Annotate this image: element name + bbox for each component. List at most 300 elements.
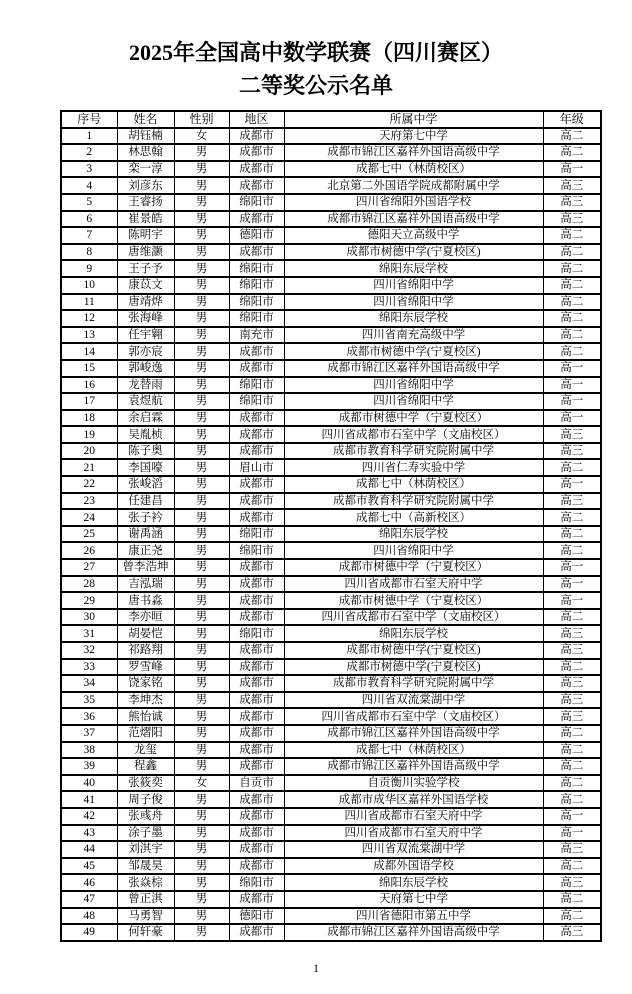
cell-gender: 男: [174, 908, 229, 925]
cell-seq: 7: [61, 227, 117, 244]
cell-seq: 16: [61, 377, 117, 394]
table-row: [61, 194, 601, 211]
table-row: [61, 526, 601, 543]
cell-region: 成都市: [229, 675, 284, 692]
table-row: [61, 227, 601, 244]
cell-gender: 男: [174, 211, 229, 228]
cell-name: 张焱棕: [117, 874, 174, 891]
cell-gender: 男: [174, 161, 229, 178]
cell-seq: 24: [61, 509, 117, 526]
cell-school: 绵阳东辰学校: [284, 260, 543, 277]
cell-gender: 男: [174, 144, 229, 161]
cell-gender: 男: [174, 891, 229, 908]
table-row: [61, 559, 601, 576]
cell-region: 南充市: [229, 327, 284, 344]
cell-grade: 高二: [543, 227, 601, 244]
table-row: [61, 377, 601, 394]
cell-school: 四川省成都市石室中学（文庙校区）: [284, 609, 543, 626]
cell-region: 成都市: [229, 924, 284, 941]
cell-region: 成都市: [229, 244, 284, 261]
cell-seq: 39: [61, 758, 117, 775]
table-row: [61, 874, 601, 891]
table-row: [61, 808, 601, 825]
cell-name: 张彧舟: [117, 808, 174, 825]
cell-gender: 男: [174, 509, 229, 526]
table-row: [61, 360, 601, 377]
table-row: [61, 128, 601, 145]
cell-name: 郭峻逸: [117, 360, 174, 377]
cell-gender: 男: [174, 625, 229, 642]
table-row: [61, 825, 601, 842]
cell-name: 张筱奕: [117, 775, 174, 792]
table-row: [61, 609, 601, 626]
cell-name: 任宇翱: [117, 327, 174, 344]
cell-name: 李坤杰: [117, 692, 174, 709]
cell-school: 天府第七中学: [284, 128, 543, 145]
cell-gender: 男: [174, 194, 229, 211]
cell-name: 祁路翔: [117, 642, 174, 659]
cell-seq: 20: [61, 443, 117, 460]
cell-seq: 9: [61, 260, 117, 277]
cell-region: 眉山市: [229, 459, 284, 476]
cell-name: 涂子墨: [117, 825, 174, 842]
cell-gender: 男: [174, 692, 229, 709]
cell-region: 绵阳市: [229, 294, 284, 311]
cell-grade: 高一: [543, 393, 601, 410]
cell-name: 曾李浩坤: [117, 559, 174, 576]
cell-grade: 高二: [543, 277, 601, 294]
cell-seq: 25: [61, 526, 117, 543]
cell-gender: 男: [174, 609, 229, 626]
cell-seq: 5: [61, 194, 117, 211]
cell-gender: 男: [174, 659, 229, 676]
cell-grade: 高二: [543, 260, 601, 277]
cell-grade: 高二: [543, 526, 601, 543]
cell-grade: 高一: [543, 377, 601, 394]
column-header-name: 姓名: [117, 111, 174, 128]
cell-region: 成都市: [229, 708, 284, 725]
cell-seq: 29: [61, 592, 117, 609]
cell-gender: 男: [174, 410, 229, 427]
table-row: [61, 310, 601, 327]
cell-grade: 高二: [543, 891, 601, 908]
cell-region: 成都市: [229, 725, 284, 742]
cell-gender: 男: [174, 874, 229, 891]
cell-school: 北京第二外国语学院成都附属中学: [284, 177, 543, 194]
cell-name: 邹晟昊: [117, 858, 174, 875]
cell-seq: 10: [61, 277, 117, 294]
cell-seq: 1: [61, 128, 117, 145]
cell-school: 四川省绵阳外国语学校: [284, 194, 543, 211]
cell-gender: 男: [174, 576, 229, 593]
cell-grade: 高一: [543, 825, 601, 842]
cell-seq: 37: [61, 725, 117, 742]
cell-grade: 高三: [543, 426, 601, 443]
cell-name: 李国嚎: [117, 459, 174, 476]
cell-region: 成都市: [229, 144, 284, 161]
cell-school: 成都市树德中学(宁夏校区): [284, 244, 543, 261]
cell-school: 四川省绵阳中学: [284, 294, 543, 311]
cell-region: 成都市: [229, 858, 284, 875]
document-title: [0, 0, 632, 108]
cell-grade: 高三: [543, 625, 601, 642]
cell-gender: 男: [174, 459, 229, 476]
cell-grade: 高一: [543, 559, 601, 576]
cell-gender: 男: [174, 725, 229, 742]
cell-school: 天府第七中学: [284, 891, 543, 908]
table-row: [61, 277, 601, 294]
cell-name: 周子俊: [117, 791, 174, 808]
cell-seq: 13: [61, 327, 117, 344]
cell-name: 王睿扬: [117, 194, 174, 211]
cell-gender: 男: [174, 426, 229, 443]
cell-gender: 男: [174, 841, 229, 858]
cell-school: 四川省成都市石室天府中学: [284, 825, 543, 842]
cell-school: 成都市树德中学（宁夏校区）: [284, 410, 543, 427]
cell-school: 四川省成都市石室中学（文庙校区）: [284, 426, 543, 443]
table-row: [61, 161, 601, 178]
cell-seq: 43: [61, 825, 117, 842]
cell-grade: 高二: [543, 294, 601, 311]
cell-grade: 高三: [543, 841, 601, 858]
table-row: [61, 675, 601, 692]
cell-gender: 男: [174, 260, 229, 277]
cell-region: 成都市: [229, 410, 284, 427]
cell-school: 四川省绵阳中学: [284, 393, 543, 410]
page-number: 1: [313, 961, 319, 975]
cell-region: 绵阳市: [229, 377, 284, 394]
cell-region: 成都市: [229, 360, 284, 377]
cell-gender: 男: [174, 393, 229, 410]
cell-region: 成都市: [229, 476, 284, 493]
cell-gender: 男: [174, 542, 229, 559]
cell-name: 康苡文: [117, 277, 174, 294]
cell-seq: 22: [61, 476, 117, 493]
cell-school: 绵阳东辰学校: [284, 526, 543, 543]
table-row: [61, 144, 601, 161]
cell-school: 四川省成都市石室中学（文庙校区）: [284, 708, 543, 725]
cell-school: 绵阳东辰学校: [284, 310, 543, 327]
cell-school: 成都外国语学校: [284, 858, 543, 875]
cell-grade: 高三: [543, 194, 601, 211]
table-row: [61, 742, 601, 759]
cell-region: 德阳市: [229, 908, 284, 925]
cell-region: 成都市: [229, 742, 284, 759]
cell-region: 成都市: [229, 559, 284, 576]
cell-grade: 高二: [543, 908, 601, 925]
cell-grade: 高三: [543, 177, 601, 194]
table-row: [61, 841, 601, 858]
cell-region: 绵阳市: [229, 310, 284, 327]
cell-grade: 高二: [543, 128, 601, 145]
cell-name: 胡晏恺: [117, 625, 174, 642]
cell-region: 成都市: [229, 161, 284, 178]
table-row: [61, 592, 601, 609]
cell-grade: 高三: [543, 675, 601, 692]
table-row: [61, 642, 601, 659]
cell-name: 刘彦东: [117, 177, 174, 194]
cell-seq: 36: [61, 708, 117, 725]
cell-gender: 男: [174, 825, 229, 842]
cell-name: 张峻滔: [117, 476, 174, 493]
table-row: [61, 708, 601, 725]
cell-name: 刘淇宇: [117, 841, 174, 858]
cell-grade: 高二: [543, 742, 601, 759]
cell-seq: 41: [61, 791, 117, 808]
cell-grade: 高一: [543, 410, 601, 427]
cell-name: 崔景皓: [117, 211, 174, 228]
cell-grade: 高三: [543, 874, 601, 891]
table-row: [61, 244, 601, 261]
cell-region: 成都市: [229, 443, 284, 460]
cell-grade: 高三: [543, 443, 601, 460]
cell-school: 四川省仁寿实验中学: [284, 459, 543, 476]
cell-name: 唐维灏: [117, 244, 174, 261]
cell-name: 袁煜航: [117, 393, 174, 410]
cell-region: 成都市: [229, 692, 284, 709]
cell-school: 成都市锦江区嘉祥外国语高级中学: [284, 211, 543, 228]
cell-seq: 32: [61, 642, 117, 659]
table-row: [61, 908, 601, 925]
cell-gender: 男: [174, 526, 229, 543]
table-row: [61, 509, 601, 526]
cell-region: 成都市: [229, 128, 284, 145]
cell-school: 成都市锦江区嘉祥外国语高级中学: [284, 924, 543, 941]
cell-seq: 42: [61, 808, 117, 825]
cell-gender: 男: [174, 177, 229, 194]
cell-region: 成都市: [229, 758, 284, 775]
cell-name: 陈子奥: [117, 443, 174, 460]
cell-gender: 男: [174, 858, 229, 875]
cell-region: 成都市: [229, 659, 284, 676]
cell-grade: 高一: [543, 808, 601, 825]
table-body: [61, 128, 601, 941]
cell-seq: 19: [61, 426, 117, 443]
cell-seq: 45: [61, 858, 117, 875]
cell-school: 四川省绵阳中学: [284, 277, 543, 294]
cell-name: 程鑫: [117, 758, 174, 775]
cell-region: 成都市: [229, 609, 284, 626]
cell-school: 四川省双流棠湖中学: [284, 841, 543, 858]
cell-grade: 高二: [543, 343, 601, 360]
cell-school: 绵阳东辰学校: [284, 625, 543, 642]
cell-seq: 31: [61, 625, 117, 642]
cell-region: 成都市: [229, 808, 284, 825]
cell-region: 绵阳市: [229, 874, 284, 891]
cell-gender: 男: [174, 327, 229, 344]
cell-gender: 男: [174, 642, 229, 659]
column-header-gender: 性别: [174, 111, 229, 128]
column-header-school: 所属中学: [284, 111, 543, 128]
table-row: [61, 211, 601, 228]
cell-region: 成都市: [229, 509, 284, 526]
cell-school: 成都市树德中学（宁夏校区）: [284, 592, 543, 609]
table-row: [61, 410, 601, 427]
cell-name: 余启霖: [117, 410, 174, 427]
cell-region: 成都市: [229, 343, 284, 360]
cell-seq: 44: [61, 841, 117, 858]
cell-region: 成都市: [229, 841, 284, 858]
cell-name: 饶家铭: [117, 675, 174, 692]
table-row: [61, 426, 601, 443]
table-row: [61, 459, 601, 476]
table-row: [61, 725, 601, 742]
cell-name: 龙替雨: [117, 377, 174, 394]
cell-name: 王子予: [117, 260, 174, 277]
cell-school: 成都市成华区嘉祥外国语学校: [284, 791, 543, 808]
cell-region: 成都市: [229, 426, 284, 443]
cell-seq: 26: [61, 542, 117, 559]
cell-school: 四川省南充高级中学: [284, 327, 543, 344]
cell-name: 龙玺: [117, 742, 174, 759]
cell-grade: 高二: [543, 310, 601, 327]
cell-region: 成都市: [229, 177, 284, 194]
cell-region: 绵阳市: [229, 526, 284, 543]
cell-seq: 27: [61, 559, 117, 576]
table-row: [61, 858, 601, 875]
cell-gender: 男: [174, 310, 229, 327]
table-row: [61, 692, 601, 709]
cell-school: 成都市教育科学研究院附属中学: [284, 493, 543, 510]
cell-seq: 11: [61, 294, 117, 311]
cell-seq: 3: [61, 161, 117, 178]
cell-grade: 高三: [543, 493, 601, 510]
cell-gender: 男: [174, 708, 229, 725]
cell-name: 康正尧: [117, 542, 174, 559]
cell-grade: 高二: [543, 542, 601, 559]
cell-grade: 高三: [543, 642, 601, 659]
cell-school: 四川省成都市石室天府中学: [284, 808, 543, 825]
cell-seq: 18: [61, 410, 117, 427]
cell-grade: 高一: [543, 576, 601, 593]
cell-grade: 高三: [543, 211, 601, 228]
cell-seq: 38: [61, 742, 117, 759]
cell-region: 成都市: [229, 825, 284, 842]
cell-name: 唐书淼: [117, 592, 174, 609]
table-row: [61, 576, 601, 593]
cell-grade: 高二: [543, 509, 601, 526]
cell-gender: 男: [174, 758, 229, 775]
table-row: [61, 476, 601, 493]
cell-name: 张子衿: [117, 509, 174, 526]
cell-school: 德阳天立高级中学: [284, 227, 543, 244]
cell-school: 成都市锦江区嘉祥外国语高级中学: [284, 144, 543, 161]
cell-name: 任建昌: [117, 493, 174, 510]
cell-school: 成都市树德中学(宁夏校区): [284, 659, 543, 676]
cell-name: 马勇智: [117, 908, 174, 925]
cell-seq: 23: [61, 493, 117, 510]
cell-grade: 高二: [543, 459, 601, 476]
cell-grade: 高一: [543, 476, 601, 493]
cell-school: 四川省德阳市第五中学: [284, 908, 543, 925]
cell-region: 成都市: [229, 791, 284, 808]
cell-grade: 高二: [543, 327, 601, 344]
cell-region: 成都市: [229, 642, 284, 659]
cell-gender: 男: [174, 343, 229, 360]
cell-school: 成都市树德中学(宁夏校区): [284, 642, 543, 659]
cell-name: 谢禹涵: [117, 526, 174, 543]
cell-region: 绵阳市: [229, 542, 284, 559]
cell-name: 范熠阳: [117, 725, 174, 742]
cell-seq: 15: [61, 360, 117, 377]
cell-region: 成都市: [229, 592, 284, 609]
table-row: [61, 443, 601, 460]
cell-grade: 高二: [543, 775, 601, 792]
cell-seq: 17: [61, 393, 117, 410]
cell-seq: 12: [61, 310, 117, 327]
table-row: [61, 294, 601, 311]
cell-seq: 14: [61, 343, 117, 360]
table-row: [61, 625, 601, 642]
cell-name: 唐靖烨: [117, 294, 174, 311]
cell-region: 绵阳市: [229, 393, 284, 410]
cell-gender: 男: [174, 559, 229, 576]
table-row: [61, 542, 601, 559]
cell-seq: 40: [61, 775, 117, 792]
cell-name: 林思翰: [117, 144, 174, 161]
cell-region: 德阳市: [229, 227, 284, 244]
cell-seq: 33: [61, 659, 117, 676]
cell-school: 成都七中（林荫校区）: [284, 476, 543, 493]
table-row: [61, 659, 601, 676]
cell-grade: 高三: [543, 708, 601, 725]
cell-region: 绵阳市: [229, 277, 284, 294]
document-title-line1: 2025年全国高中数学联赛（四川赛区）: [128, 40, 503, 65]
cell-school: 成都市锦江区嘉祥外国语高级中学: [284, 758, 543, 775]
cell-gender: 男: [174, 360, 229, 377]
cell-seq: 49: [61, 924, 117, 941]
column-header-seq: 序号: [61, 111, 117, 128]
table-row: [61, 260, 601, 277]
cell-seq: 8: [61, 244, 117, 261]
cell-name: 罗雪峰: [117, 659, 174, 676]
cell-school: 成都市锦江区嘉祥外国语高级中学: [284, 725, 543, 742]
cell-name: 陈明宇: [117, 227, 174, 244]
cell-grade: 高二: [543, 758, 601, 775]
table-row: [61, 891, 601, 908]
cell-school: 成都七中（林荫校区）: [284, 161, 543, 178]
cell-grade: 高二: [543, 725, 601, 742]
column-header-region: 地区: [229, 111, 284, 128]
awards-table: [60, 110, 602, 942]
cell-name: 郭亦宸: [117, 343, 174, 360]
cell-gender: 男: [174, 476, 229, 493]
cell-grade: 高一: [543, 592, 601, 609]
table-row: [61, 493, 601, 510]
cell-grade: 高三: [543, 692, 601, 709]
cell-name: 吴胤桢: [117, 426, 174, 443]
cell-school: 成都市树德中学(宁夏校区): [284, 343, 543, 360]
cell-gender: 男: [174, 227, 229, 244]
cell-school: 四川省双流棠湖中学: [284, 692, 543, 709]
cell-name: 何轩豪: [117, 924, 174, 941]
cell-region: 绵阳市: [229, 625, 284, 642]
cell-region: 自贡市: [229, 775, 284, 792]
table-row: [61, 775, 601, 792]
document-title-line2: 二等奖公示名单: [238, 73, 393, 98]
cell-seq: 30: [61, 609, 117, 626]
cell-seq: 48: [61, 908, 117, 925]
cell-grade: 高二: [543, 858, 601, 875]
cell-gender: 男: [174, 244, 229, 261]
cell-seq: 47: [61, 891, 117, 908]
cell-gender: 女: [174, 128, 229, 145]
cell-gender: 女: [174, 775, 229, 792]
cell-region: 成都市: [229, 211, 284, 228]
cell-seq: 34: [61, 675, 117, 692]
cell-seq: 6: [61, 211, 117, 228]
cell-grade: 高二: [543, 791, 601, 808]
